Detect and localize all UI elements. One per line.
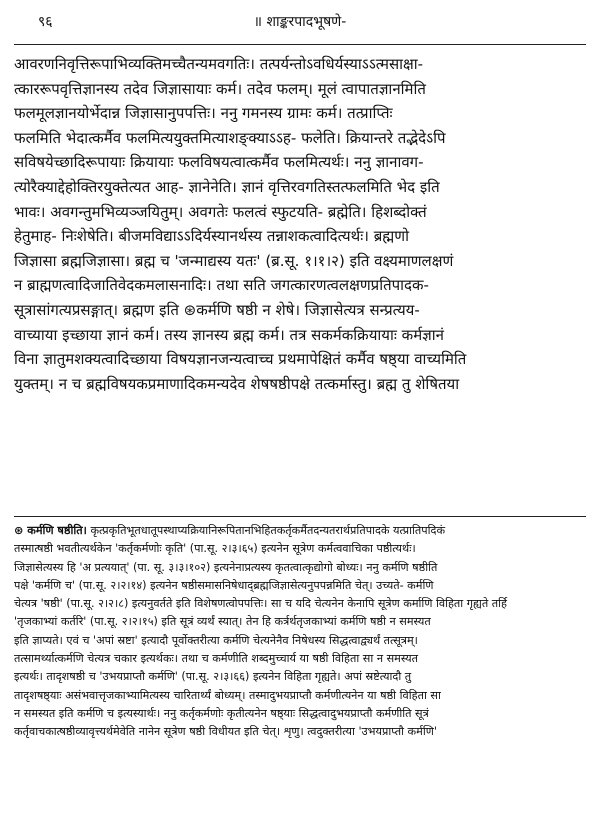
footnote-line: इति ज्ञाप्यते। एवं च 'अपां स्रष्टा' इत्यादौ पूर्वोक्तरीत्या कर्मणि चेत्यनेनैव निषेधस्य सिद्धत्वाद्व्यर्थं तत्सूत्रम्। (14, 633, 418, 647)
footnote-first-line-text: कृत्प्रकृतिभूतधातूपस्थाप्यक्रियानिरूपितानभिहितकर्तृकर्मैतदन्यतरार्थप्रतिपादके यत्प्रातिपदिकं (86, 524, 446, 537)
main-line: सूत्रासांगत्यप्रसङ्गात्। ब्रह्मण इति ⊛कर्मणि षष्ठी न शेषे। जिज्ञासेत्यत्र सन्प्रत्यय- (14, 300, 420, 319)
page-number: ९६ (38, 14, 53, 30)
header-rule (14, 44, 586, 45)
main-line: त्काररूपवृत्तिज्ञानस्य तदेव जिज्ञासायाः कर्म। तदेव फलम्। मूलं त्वापातज्ञानमिति (14, 79, 426, 98)
running-title: ॥ शाङ्करपादभूषणे- (253, 14, 347, 30)
footnote-line: तादृशषष्ठ्याः असंभवात्तृजकाभ्यामित्यस्य चारितार्थ्यं बोध्यम्। तस्मादुभयप्राप्तौ कर्मणीत्यनेन या षष्ठी विहिता सा (14, 688, 441, 702)
main-line: त्योरैक्याद्देहोक्तिरयुक्तेत्यत आह- ज्ञानेनेति। ज्ञानं वृत्तिरवगतिस्तत्फलमिति भेद इति (14, 177, 440, 196)
main-line: न ब्राह्मणत्वादिजातिवेदकमलासनादिः। तथा सति जगत्कारणत्वलक्षणप्रतिपादक- (14, 276, 429, 295)
main-line: भावः। अवगन्तुमभिव्यञ्जयितुम्। अवगतेः फलत्वं स्फुटयति- ब्रह्मेति। हिशब्दोक्तं (14, 202, 427, 221)
footnote-line: जिज्ञासेत्यस्य हि 'अ प्रत्ययात्' (पा. सू. ३।३।१०२) इत्यनेनाप्रत्यस्य कृतत्वात्कृद्योगो बोध्यः। ननु कर्मणि षष्ठीति (14, 560, 438, 574)
footnote-line: 'तृजकाभ्यां कर्तरि' (पा.सू. २।२।१५) इति सूत्रं व्यर्थं स्यात्। तेन हि कर्त्रर्थतृजकाभ्यां कर्मणि षष्ठी न समस्यत (14, 615, 431, 629)
footnote-line: इत्यर्थः। तादृशषष्ठी च 'उभयप्राप्तौ कर्मणि' (पा.सू. २।३।६६) इत्यनेन विहिता गृह्यते। अपां स्रष्टेत्यादौ तु (14, 670, 412, 684)
footnote-marker: ⊛ कर्मणि षष्ठीति। (14, 524, 87, 537)
main-line: विना ज्ञातुमशक्यत्वादिच्छाया विषयज्ञानजन्यत्वाच्च प्रथमापेक्षितं कर्मैव षष्ठ्या वाच्यमिति (14, 350, 467, 369)
footnote-line: तत्सामर्थ्यात्कर्मणि चेत्यत्र चकार इत्यर्थकः। तथा च कर्मणीति शब्दमुच्चार्य या षष्ठी विहिता सा न समस्यत (14, 652, 419, 666)
main-line: हेतुमाह- निःशेषेति। बीजमविद्याऽऽदिर्यस्यानर्थस्य तन्नाशकत्वादित्यर्थः। ब्रह्मणो (14, 227, 410, 246)
main-line: जिज्ञासा ब्रह्मजिज्ञासा। ब्रह्म च 'जन्माद्यस्य यतः' (ब्र.सू. १।१।२) इति वक्ष्यमाणलक्षणं (14, 251, 454, 270)
main-text (14, 52, 586, 396)
footnote (14, 522, 586, 742)
footnote-line: तस्मात्षष्ठी भवतीत्यर्थकेन 'कर्तृकर्मणोः कृति' (पा.सू. २।३।६५) इत्यनेन सूत्रेण कर्मत्ववाचिका पष्ठीत्यर्थः। (14, 542, 416, 556)
footnote-line: कर्तृवाचकात्षष्ठीव्यावृत्त्यर्थमेवेति नानेन सूत्रेण षष्ठी विधीयत इति चेत्। शृणु। त्वदुक्तरीत्या 'उभयप्राप्तौ कर्मणि' (14, 725, 437, 739)
main-line: फलमिति भेदात्कर्मैव फलमित्ययुक्तमित्याशङ्क्याऽऽह- फलेति। क्रियान्तरे तद्भेदेऽपि (14, 128, 446, 147)
main-line: आवरणनिवृत्तिरूपाभिव्यक्तिमच्चैतन्यमवगतिः। तत्पर्यन्तोऽवधिर्यस्याऽऽत्मसाक्षा- (14, 55, 424, 73)
footnote-line (14, 522, 586, 540)
footnote-line: चेत्यत्र 'षष्ठी' (पा.सू. २।२।८) इत्यनुवर्तते इति विशेषणत्वोपपत्तिः। सा च यदि चेत्यनेन केनापि सूत्रेण कर्माणि विहिता गृह्यते तर्हि (14, 597, 507, 611)
main-line: फलमूलज्ञानयोर्भेदान्न जिज्ञासानुपपत्तिः। ननु गमनस्य ग्रामः कर्म। तत्प्राप्तिः (14, 104, 393, 123)
main-line: युक्तम्। न च ब्रह्मविषयकप्रमाणादिकमन्यदेव शेषषष्ठीपक्षे तत्कर्मास्तु। ब्रह्म तु शेषितया (14, 374, 460, 393)
footnote-line: न समस्यत इति कर्मणि च इत्यस्यार्थः। ननु कर्तृकर्मणोः कृतीत्यनेन षष्ठ्याः सिद्धत्वादुभयप्राप्तौ कर्मणीति सूत्रं (14, 706, 429, 720)
footnote-rule (14, 516, 586, 517)
page-header (14, 10, 586, 34)
main-line: सविषयेच्छादिरूपायाः क्रियायाः फलविषयत्वात्कर्मैव फलमित्यर्थः। ननु ज्ञानावग- (14, 153, 424, 172)
main-line: वाच्याया इच्छाया ज्ञानं कर्म। तस्य ज्ञानस्य ब्रह्म कर्म। तत्र सकर्मकक्रियायाः कर्मज्ञानं (14, 325, 444, 344)
footnote-line: पक्षे 'कर्मणि च' (पा.सू. २।२।१४) इत्यनेन षष्ठीसमासनिषेधाद्ब्रह्मजिज्ञासेत्यनुपपन्नमिति चेत्। उच्यते- कर्मणि (14, 578, 434, 592)
